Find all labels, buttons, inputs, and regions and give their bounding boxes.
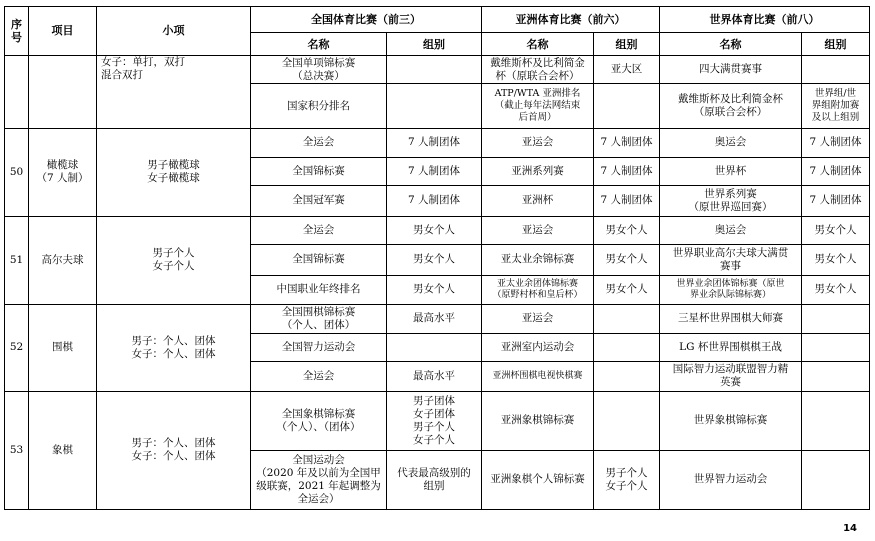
world-group-cell xyxy=(802,391,870,450)
national-name-cell: 全国冠军赛 xyxy=(251,186,387,217)
event-cell: 围棋 xyxy=(29,305,97,392)
seq-header: 序号 xyxy=(5,7,29,56)
asian-name-cell: ATP/WTA 亚洲排名 （截止每年法网结束 后首周） xyxy=(482,84,594,129)
national-group-cell: 7 人制团体 xyxy=(387,157,482,186)
asian-group-cell: 7 人制团体 xyxy=(594,157,660,186)
subitem-cell: 女子：单打，双打 混合双打 xyxy=(97,55,251,128)
table-row xyxy=(5,129,870,158)
seq-cell xyxy=(5,55,29,128)
national-name-cell: 国家积分排名 xyxy=(251,84,387,129)
world-group-cell: 7 人制团体 xyxy=(802,129,870,158)
world-name-cell: 世界系列赛 （原世界巡回赛） xyxy=(660,186,802,217)
world-group-cell: 男女个人 xyxy=(802,275,870,305)
national-name-cell: 全国单项锦标赛 （总决赛） xyxy=(251,55,387,84)
asian-name-cell: 亚洲象棋个人锦标赛 xyxy=(482,450,594,509)
subitem-cell: 男子：个人、团体 女子：个人、团体 xyxy=(97,391,251,509)
seq-cell: 53 xyxy=(5,391,29,509)
world-group-cell: 男女个人 xyxy=(802,216,870,245)
asian-name-cell: 亚洲室内运动会 xyxy=(482,333,594,362)
asian-name-cell: 亚洲象棋锦标赛 xyxy=(482,391,594,450)
page-number: 14 xyxy=(843,523,857,534)
asian-group-cell: 男女个人 xyxy=(594,275,660,305)
world-name-header: 名称 xyxy=(660,33,802,55)
world-name-cell: 世界杯 xyxy=(660,157,802,186)
world-group-cell xyxy=(802,333,870,362)
asian-name-cell: 戴维斯杯及比利简金 杯（原联合会杯） xyxy=(482,55,594,84)
asian-group-cell: 7 人制团体 xyxy=(594,186,660,217)
asian-group-cell: 7 人制团体 xyxy=(594,129,660,158)
national-name-cell: 全国运动会 （2020 年及以前为全国甲 级联赛，2021 年起调整为 全运会） xyxy=(251,450,387,509)
asian-name-cell: 亚运会 xyxy=(482,129,594,158)
national-name-cell: 全运会 xyxy=(251,129,387,158)
event-cell: 高尔夫球 xyxy=(29,216,97,305)
world-name-cell: 世界业余团体锦标赛（原世 界业余队际锦标赛） xyxy=(660,275,802,305)
asian-group-cell xyxy=(594,84,660,129)
asian-group-cell xyxy=(594,391,660,450)
table-row xyxy=(5,391,870,450)
subitem-cell: 男子：个人、团体 女子：个人、团体 xyxy=(97,305,251,392)
subitem-cell: 男子橄榄球 女子橄榄球 xyxy=(97,129,251,217)
asian-header: 亚洲体育比赛（前六） xyxy=(482,7,660,33)
asian-group-header: 组别 xyxy=(594,33,660,55)
world-name-cell: 世界智力运动会 xyxy=(660,450,802,509)
national-group-cell: 代表最高级别的 组别 xyxy=(387,450,482,509)
asian-group-cell: 男子个人 女子个人 xyxy=(594,450,660,509)
asian-group-cell xyxy=(594,362,660,392)
national-name-cell: 全运会 xyxy=(251,362,387,392)
subitem-cell: 男子个人 女子个人 xyxy=(97,216,251,305)
world-name-cell: 奥运会 xyxy=(660,129,802,158)
asian-name-cell: 亚洲杯 xyxy=(482,186,594,217)
national-name-header: 名称 xyxy=(251,33,387,55)
table-row xyxy=(5,55,870,84)
world-name-cell: 奥运会 xyxy=(660,216,802,245)
asian-name-cell: 亚洲杯围棋电视快棋赛 xyxy=(482,362,594,392)
header-row xyxy=(5,7,870,33)
asian-group-cell: 男女个人 xyxy=(594,245,660,276)
world-group-cell: 世界组/世 界组附加赛 及以上组别 xyxy=(802,84,870,129)
asian-name-cell: 亚运会 xyxy=(482,216,594,245)
world-name-cell: 戴维斯杯及比利简金杯 （原联合会杯） xyxy=(660,84,802,129)
national-name-cell: 中国职业年终排名 xyxy=(251,275,387,305)
national-name-cell: 全国智力运动会 xyxy=(251,333,387,362)
national-group-cell: 7 人制团体 xyxy=(387,186,482,217)
event-header: 项目 xyxy=(29,7,97,56)
asian-name-cell: 亚太业余锦标赛 xyxy=(482,245,594,276)
national-group-cell: 最高水平 xyxy=(387,305,482,334)
asian-group-cell: 亚大区 xyxy=(594,55,660,84)
national-group-cell xyxy=(387,84,482,129)
world-name-cell: 国际智力运动联盟智力精 英赛 xyxy=(660,362,802,392)
world-group-header: 组别 xyxy=(802,33,870,55)
seq-cell: 52 xyxy=(5,305,29,392)
world-group-cell xyxy=(802,55,870,84)
subitem-header: 小项 xyxy=(97,7,251,56)
event-cell: 橄榄球 （7 人制） xyxy=(29,129,97,217)
table-row xyxy=(5,305,870,334)
national-name-cell: 全运会 xyxy=(251,216,387,245)
world-group-cell xyxy=(802,305,870,334)
event-cell: 象棋 xyxy=(29,391,97,509)
world-group-cell xyxy=(802,362,870,392)
asian-group-cell: 男女个人 xyxy=(594,216,660,245)
national-group-header: 组别 xyxy=(387,33,482,55)
national-group-cell xyxy=(387,55,482,84)
national-group-cell: 男子团体 女子团体 男子个人 女子个人 xyxy=(387,391,482,450)
event-cell xyxy=(29,55,97,128)
national-group-cell xyxy=(387,333,482,362)
national-name-cell: 全国围棋锦标赛 （个人、团体） xyxy=(251,305,387,334)
seq-cell: 51 xyxy=(5,216,29,305)
national-group-cell: 最高水平 xyxy=(387,362,482,392)
national-header: 全国体育比赛（前三） xyxy=(251,7,482,33)
world-group-cell: 7 人制团体 xyxy=(802,186,870,217)
national-group-cell: 男女个人 xyxy=(387,216,482,245)
asian-name-cell: 亚太业余团体锦标赛 （原野村杯和皇后杯） xyxy=(482,275,594,305)
national-group-cell: 男女个人 xyxy=(387,275,482,305)
asian-group-cell xyxy=(594,305,660,334)
asian-group-cell xyxy=(594,333,660,362)
world-group-cell: 男女个人 xyxy=(802,245,870,276)
world-name-cell: 四大满贯赛事 xyxy=(660,55,802,84)
national-group-cell: 男女个人 xyxy=(387,245,482,276)
national-name-cell: 全国锦标赛 xyxy=(251,157,387,186)
asian-name-cell: 亚洲系列赛 xyxy=(482,157,594,186)
world-name-cell: 世界职业高尔夫球大满贯 赛事 xyxy=(660,245,802,276)
world-group-cell: 7 人制团体 xyxy=(802,157,870,186)
world-header: 世界体育比赛（前八） xyxy=(660,7,870,33)
asian-name-cell: 亚运会 xyxy=(482,305,594,334)
world-name-cell: 三星杯世界围棋大师赛 xyxy=(660,305,802,334)
world-name-cell: LG 杯世界围棋棋王战 xyxy=(660,333,802,362)
world-group-cell xyxy=(802,450,870,509)
seq-cell: 50 xyxy=(5,129,29,217)
national-name-cell: 全国锦标赛 xyxy=(251,245,387,276)
asian-name-header: 名称 xyxy=(482,33,594,55)
national-name-cell: 全国象棋锦标赛 （个人）、（团体） xyxy=(251,391,387,450)
sports-events-table xyxy=(4,6,870,510)
world-name-cell: 世界象棋锦标赛 xyxy=(660,391,802,450)
national-group-cell: 7 人制团体 xyxy=(387,129,482,158)
table-row xyxy=(5,216,870,245)
